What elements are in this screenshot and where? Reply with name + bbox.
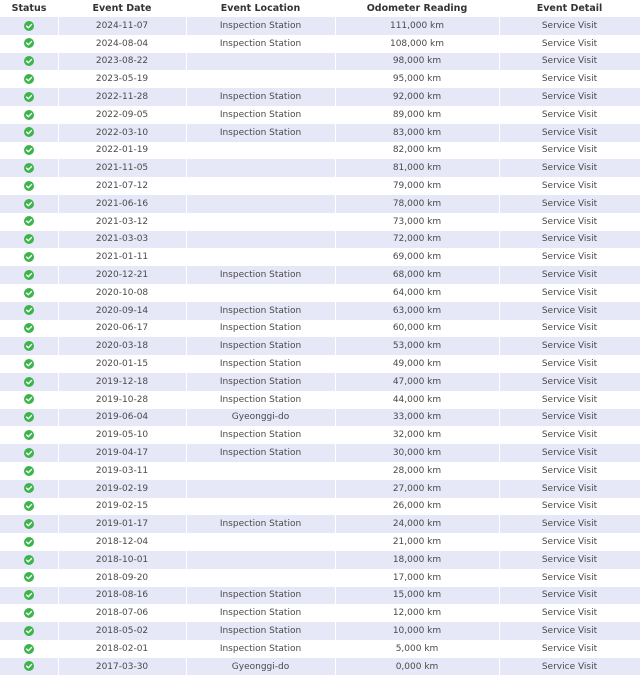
table-row[interactable] — [0, 337, 640, 355]
odometer-reading-cell: 83,000 km — [335, 124, 499, 142]
odometer-reading-cell: 5,000 km — [335, 640, 499, 658]
odometer-reading-cell: 98,000 km — [335, 53, 499, 71]
status-cell — [0, 177, 58, 195]
status-cell — [0, 213, 58, 231]
status-cell — [0, 640, 58, 658]
event-detail-cell: Service Visit — [499, 373, 640, 391]
status-cell — [0, 70, 58, 88]
event-date-cell: 2019-02-15 — [58, 498, 186, 516]
event-location-cell: Gyeonggi-do — [186, 658, 335, 675]
odometer-reading-cell: 15,000 km — [335, 587, 499, 605]
event-detail-cell: Service Visit — [499, 533, 640, 551]
table-row[interactable] — [0, 17, 640, 35]
odometer-reading-cell: 32,000 km — [335, 426, 499, 444]
table-row[interactable] — [0, 533, 640, 551]
check-circle-icon — [24, 163, 34, 173]
event-date-cell: 2020-03-18 — [58, 337, 186, 355]
event-date-cell: 2018-10-01 — [58, 551, 186, 569]
table-row[interactable] — [0, 195, 640, 213]
check-circle-icon — [24, 270, 34, 280]
odometer-reading-cell: 47,000 km — [335, 373, 499, 391]
event-detail-cell: Service Visit — [499, 159, 640, 177]
status-cell — [0, 302, 58, 320]
event-location-cell: Inspection Station — [186, 88, 335, 106]
table-row[interactable] — [0, 480, 640, 498]
table-row[interactable] — [0, 159, 640, 177]
odometer-reading-cell: 95,000 km — [335, 70, 499, 88]
status-cell — [0, 142, 58, 160]
event-location-cell: Inspection Station — [186, 515, 335, 533]
status-cell — [0, 106, 58, 124]
check-circle-icon — [24, 572, 34, 582]
event-location-cell: Inspection Station — [186, 426, 335, 444]
event-detail-cell: Service Visit — [499, 88, 640, 106]
event-detail-cell: Service Visit — [499, 284, 640, 302]
odometer-reading-cell: 60,000 km — [335, 320, 499, 338]
check-circle-icon — [24, 537, 34, 547]
event-detail-cell: Service Visit — [499, 266, 640, 284]
odometer-reading-cell: 79,000 km — [335, 177, 499, 195]
table-row[interactable] — [0, 515, 640, 533]
odometer-reading-cell: 68,000 km — [335, 266, 499, 284]
status-cell — [0, 658, 58, 675]
status-cell — [0, 266, 58, 284]
table-row[interactable] — [0, 658, 640, 675]
event-date-cell: 2022-11-28 — [58, 88, 186, 106]
event-date-cell: 2018-07-06 — [58, 604, 186, 622]
status-cell — [0, 320, 58, 338]
event-detail-cell: Service Visit — [499, 124, 640, 142]
event-location-cell — [186, 498, 335, 516]
event-detail-cell: Service Visit — [499, 480, 640, 498]
event-detail-cell: Service Visit — [499, 658, 640, 675]
event-detail-cell: Service Visit — [499, 604, 640, 622]
event-date-cell: 2018-09-20 — [58, 569, 186, 587]
status-cell — [0, 444, 58, 462]
check-circle-icon — [24, 626, 34, 636]
event-date-cell: 2022-01-19 — [58, 142, 186, 160]
event-location-cell: Inspection Station — [186, 391, 335, 409]
table-row[interactable] — [0, 426, 640, 444]
event-detail-cell: Service Visit — [499, 231, 640, 249]
check-circle-icon — [24, 359, 34, 369]
event-location-cell — [186, 142, 335, 160]
event-location-cell — [186, 159, 335, 177]
odometer-reading-cell: 72,000 km — [335, 231, 499, 249]
event-location-cell: Inspection Station — [186, 106, 335, 124]
event-location-cell: Inspection Station — [186, 444, 335, 462]
table-row[interactable] — [0, 142, 640, 160]
table-row[interactable] — [0, 266, 640, 284]
event-location-cell — [186, 533, 335, 551]
status-cell — [0, 231, 58, 249]
event-date-cell: 2020-10-08 — [58, 284, 186, 302]
event-date-cell: 2024-08-04 — [58, 35, 186, 53]
check-circle-icon — [24, 412, 34, 422]
event-date-cell: 2019-01-17 — [58, 515, 186, 533]
check-circle-icon — [24, 430, 34, 440]
table-row[interactable] — [0, 622, 640, 640]
column-header-event-location[interactable]: Event Location — [186, 0, 335, 17]
status-cell — [0, 498, 58, 516]
odometer-reading-cell: 92,000 km — [335, 88, 499, 106]
check-circle-icon — [24, 234, 34, 244]
table-row[interactable] — [0, 302, 640, 320]
odometer-reading-cell: 17,000 km — [335, 569, 499, 587]
event-location-cell: Inspection Station — [186, 17, 335, 35]
check-circle-icon — [24, 21, 34, 31]
event-date-cell: 2023-05-19 — [58, 70, 186, 88]
status-cell — [0, 480, 58, 498]
status-cell — [0, 409, 58, 427]
event-location-cell — [186, 480, 335, 498]
table-row[interactable] — [0, 213, 640, 231]
odometer-reading-cell: 81,000 km — [335, 159, 499, 177]
event-location-cell — [186, 177, 335, 195]
odometer-reading-cell: 12,000 km — [335, 604, 499, 622]
table-row[interactable] — [0, 35, 640, 53]
check-circle-icon — [24, 644, 34, 654]
event-detail-cell: Service Visit — [499, 70, 640, 88]
status-cell — [0, 515, 58, 533]
odometer-reading-cell: 63,000 km — [335, 302, 499, 320]
event-location-cell — [186, 53, 335, 71]
table-row[interactable] — [0, 53, 640, 71]
event-detail-cell: Service Visit — [499, 498, 640, 516]
check-circle-icon — [24, 448, 34, 458]
event-location-cell: Inspection Station — [186, 640, 335, 658]
event-location-cell: Inspection Station — [186, 604, 335, 622]
check-circle-icon — [24, 216, 34, 226]
event-detail-cell: Service Visit — [499, 515, 640, 533]
table-row[interactable] — [0, 444, 640, 462]
check-circle-icon — [24, 56, 34, 66]
event-detail-cell: Service Visit — [499, 53, 640, 71]
event-detail-cell: Service Visit — [499, 302, 640, 320]
odometer-reading-cell: 73,000 km — [335, 213, 499, 231]
status-cell — [0, 391, 58, 409]
status-cell — [0, 462, 58, 480]
check-circle-icon — [24, 288, 34, 298]
table-body — [0, 17, 640, 675]
event-date-cell: 2021-03-03 — [58, 231, 186, 249]
event-detail-cell: Service Visit — [499, 17, 640, 35]
event-location-cell — [186, 195, 335, 213]
event-date-cell: 2022-09-05 — [58, 106, 186, 124]
table-row[interactable] — [0, 355, 640, 373]
event-detail-cell: Service Visit — [499, 444, 640, 462]
event-detail-cell: Service Visit — [499, 587, 640, 605]
table-row[interactable] — [0, 409, 640, 427]
column-header-event-detail[interactable]: Event Detail — [499, 0, 640, 17]
check-circle-icon — [24, 199, 34, 209]
column-header-event-date[interactable]: Event Date — [58, 0, 186, 17]
event-location-cell — [186, 462, 335, 480]
event-date-cell: 2018-05-02 — [58, 622, 186, 640]
check-circle-icon — [24, 145, 34, 155]
event-detail-cell: Service Visit — [499, 426, 640, 444]
odometer-reading-cell: 64,000 km — [335, 284, 499, 302]
event-detail-cell: Service Visit — [499, 640, 640, 658]
event-date-cell: 2019-12-18 — [58, 373, 186, 391]
event-date-cell: 2018-08-16 — [58, 587, 186, 605]
event-date-cell: 2020-12-21 — [58, 266, 186, 284]
status-cell — [0, 53, 58, 71]
status-cell — [0, 284, 58, 302]
event-location-cell: Inspection Station — [186, 320, 335, 338]
event-detail-cell: Service Visit — [499, 462, 640, 480]
event-location-cell: Gyeonggi-do — [186, 409, 335, 427]
column-header-odometer-reading[interactable]: Odometer Reading — [335, 0, 499, 17]
status-cell — [0, 426, 58, 444]
check-circle-icon — [24, 127, 34, 137]
event-location-cell: Inspection Station — [186, 373, 335, 391]
event-date-cell: 2023-08-22 — [58, 53, 186, 71]
event-detail-cell: Service Visit — [499, 320, 640, 338]
odometer-reading-cell: 26,000 km — [335, 498, 499, 516]
table-row[interactable] — [0, 373, 640, 391]
check-circle-icon — [24, 323, 34, 333]
odometer-reading-cell: 111,000 km — [335, 17, 499, 35]
check-circle-icon — [24, 341, 34, 351]
table-header — [0, 0, 640, 17]
odometer-reading-cell: 28,000 km — [335, 462, 499, 480]
table-row[interactable] — [0, 320, 640, 338]
table-row[interactable] — [0, 284, 640, 302]
odometer-reading-cell: 30,000 km — [335, 444, 499, 462]
event-date-cell: 2020-06-17 — [58, 320, 186, 338]
check-circle-icon — [24, 555, 34, 565]
event-location-cell: Inspection Station — [186, 587, 335, 605]
header-row — [0, 0, 640, 17]
event-location-cell — [186, 284, 335, 302]
event-date-cell: 2021-11-05 — [58, 159, 186, 177]
event-location-cell: Inspection Station — [186, 266, 335, 284]
event-location-cell: Inspection Station — [186, 302, 335, 320]
odometer-reading-cell: 89,000 km — [335, 106, 499, 124]
status-cell — [0, 88, 58, 106]
table-row[interactable] — [0, 106, 640, 124]
event-date-cell: 2021-03-12 — [58, 213, 186, 231]
odometer-reading-cell: 33,000 km — [335, 409, 499, 427]
event-detail-cell: Service Visit — [499, 622, 640, 640]
odometer-reading-cell: 10,000 km — [335, 622, 499, 640]
status-cell — [0, 373, 58, 391]
event-date-cell: 2021-01-11 — [58, 248, 186, 266]
event-detail-cell: Service Visit — [499, 391, 640, 409]
check-circle-icon — [24, 501, 34, 511]
check-circle-icon — [24, 519, 34, 529]
table-row[interactable] — [0, 498, 640, 516]
table-row[interactable] — [0, 88, 640, 106]
table-row[interactable] — [0, 587, 640, 605]
table-row[interactable] — [0, 551, 640, 569]
event-date-cell: 2020-09-14 — [58, 302, 186, 320]
event-location-cell — [186, 248, 335, 266]
odometer-reading-cell: 24,000 km — [335, 515, 499, 533]
status-cell — [0, 569, 58, 587]
check-circle-icon — [24, 466, 34, 476]
check-circle-icon — [24, 92, 34, 102]
odometer-reading-cell: 18,000 km — [335, 551, 499, 569]
status-cell — [0, 159, 58, 177]
check-circle-icon — [24, 181, 34, 191]
check-circle-icon — [24, 661, 34, 671]
event-date-cell: 2019-04-17 — [58, 444, 186, 462]
table-row[interactable] — [0, 640, 640, 658]
odometer-reading-cell: 0,000 km — [335, 658, 499, 675]
status-cell — [0, 622, 58, 640]
event-date-cell: 2020-01-15 — [58, 355, 186, 373]
check-circle-icon — [24, 590, 34, 600]
table-row[interactable] — [0, 462, 640, 480]
odometer-reading-cell: 49,000 km — [335, 355, 499, 373]
status-cell — [0, 587, 58, 605]
event-detail-cell: Service Visit — [499, 213, 640, 231]
odometer-reading-cell: 21,000 km — [335, 533, 499, 551]
event-location-cell: Inspection Station — [186, 355, 335, 373]
event-date-cell: 2021-07-12 — [58, 177, 186, 195]
check-circle-icon — [24, 74, 34, 84]
odometer-reading-cell: 69,000 km — [335, 248, 499, 266]
event-detail-cell: Service Visit — [499, 569, 640, 587]
status-cell — [0, 337, 58, 355]
status-cell — [0, 533, 58, 551]
event-detail-cell: Service Visit — [499, 106, 640, 124]
column-header-status[interactable]: Status — [0, 0, 58, 17]
event-location-cell: Inspection Station — [186, 35, 335, 53]
event-detail-cell: Service Visit — [499, 355, 640, 373]
status-cell — [0, 124, 58, 142]
odometer-reading-cell: 44,000 km — [335, 391, 499, 409]
event-location-cell: Inspection Station — [186, 124, 335, 142]
check-circle-icon — [24, 305, 34, 315]
status-cell — [0, 195, 58, 213]
event-detail-cell: Service Visit — [499, 337, 640, 355]
table-row[interactable] — [0, 604, 640, 622]
event-detail-cell: Service Visit — [499, 195, 640, 213]
odometer-reading-cell: 27,000 km — [335, 480, 499, 498]
event-date-cell: 2018-12-04 — [58, 533, 186, 551]
event-location-cell — [186, 231, 335, 249]
table-row[interactable] — [0, 231, 640, 249]
status-cell — [0, 551, 58, 569]
check-circle-icon — [24, 483, 34, 493]
event-date-cell: 2021-06-16 — [58, 195, 186, 213]
odometer-reading-cell: 53,000 km — [335, 337, 499, 355]
odometer-reading-cell: 82,000 km — [335, 142, 499, 160]
check-circle-icon — [24, 377, 34, 387]
event-location-cell — [186, 551, 335, 569]
event-date-cell: 2017-03-30 — [58, 658, 186, 675]
status-cell — [0, 248, 58, 266]
event-detail-cell: Service Visit — [499, 177, 640, 195]
check-circle-icon — [24, 252, 34, 262]
event-date-cell: 2019-05-10 — [58, 426, 186, 444]
event-detail-cell: Service Visit — [499, 142, 640, 160]
status-cell — [0, 35, 58, 53]
odometer-reading-cell: 78,000 km — [335, 195, 499, 213]
status-cell — [0, 604, 58, 622]
event-detail-cell: Service Visit — [499, 248, 640, 266]
event-date-cell: 2019-03-11 — [58, 462, 186, 480]
table-row[interactable] — [0, 177, 640, 195]
event-detail-cell: Service Visit — [499, 409, 640, 427]
event-location-cell: Inspection Station — [186, 622, 335, 640]
table-row[interactable] — [0, 124, 640, 142]
odometer-reading-cell: 108,000 km — [335, 35, 499, 53]
check-circle-icon — [24, 110, 34, 120]
check-circle-icon — [24, 394, 34, 404]
table-row[interactable] — [0, 569, 640, 587]
status-cell — [0, 355, 58, 373]
event-date-cell: 2019-06-04 — [58, 409, 186, 427]
event-detail-cell: Service Visit — [499, 551, 640, 569]
table-row[interactable] — [0, 391, 640, 409]
event-date-cell: 2018-02-01 — [58, 640, 186, 658]
event-date-cell: 2022-03-10 — [58, 124, 186, 142]
table-row[interactable] — [0, 248, 640, 266]
event-date-cell: 2019-02-19 — [58, 480, 186, 498]
event-date-cell: 2019-10-28 — [58, 391, 186, 409]
event-detail-cell: Service Visit — [499, 35, 640, 53]
event-location-cell: Inspection Station — [186, 337, 335, 355]
event-location-cell — [186, 70, 335, 88]
event-location-cell — [186, 213, 335, 231]
status-cell — [0, 17, 58, 35]
check-circle-icon — [24, 38, 34, 48]
check-circle-icon — [24, 608, 34, 618]
table-row[interactable] — [0, 70, 640, 88]
event-location-cell — [186, 569, 335, 587]
event-date-cell: 2024-11-07 — [58, 17, 186, 35]
